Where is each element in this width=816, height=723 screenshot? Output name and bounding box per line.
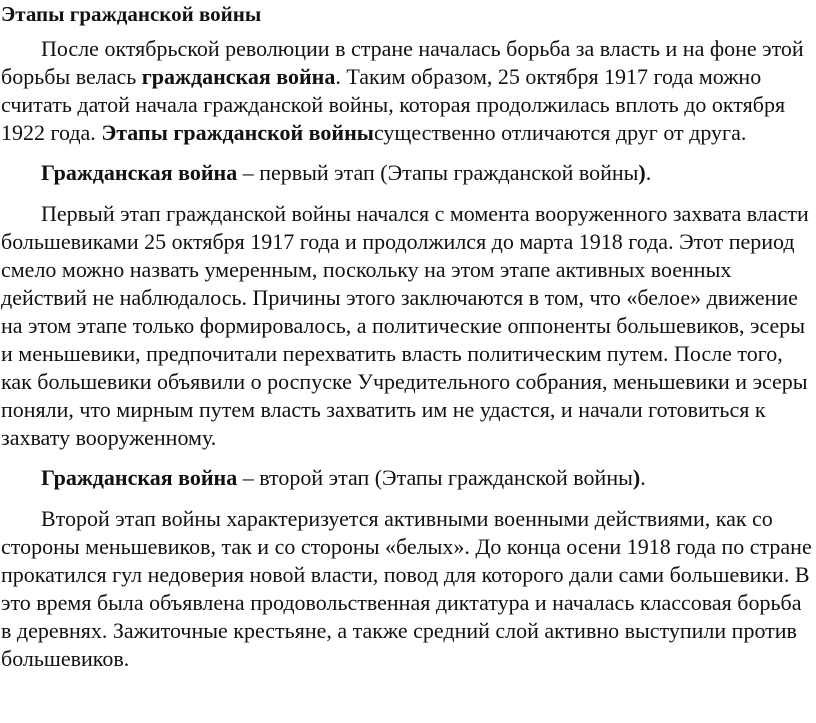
heading-1-dot: . bbox=[645, 160, 652, 185]
second-stage-paragraph: Второй этап войны характеризуется активными военными действиями, как со стороны меньшевиков, так и со стороны «белых». До конца осени 1918 года по стране прокатился гул недоверия новой власти, повод для которого дали сами большевики. В это время была объявлена продовольственная диктатура и началась классовая борьба в деревнях. Зажиточные крестьяне, а также средний слой активно выступили против большевиков. bbox=[1, 506, 812, 671]
heading-2-dot: . bbox=[640, 465, 646, 490]
section-heading-second-stage bbox=[0, 464, 816, 492]
heading-1-bold: Гражданская война bbox=[41, 160, 238, 185]
intro-bold-stages: Этапы гражданской войны bbox=[101, 120, 374, 145]
intro-text-2: . Таким образом, 25 октября 1917 года можно считать датой начала гражданской войны, которая продолжилась вплоть до октября 1922 года. bbox=[1, 64, 786, 145]
intro-paragraph bbox=[0, 35, 816, 147]
first-stage-paragraph: Первый этап гражданской войны начался с момента вооруженного захвата власти большевиками 25 октября 1917 года и продолжился до марта 1918 года. Этот период смело можно назвать умеренным, поскольку на этом этапе активных военных действий не наблюдалось. Причины этого заключаются в том, что «белое» движение на этом этапе только формировалось, а политические оппоненты большевиков, эсеры и меньшевики, предпочитали перехватить власть политическим путем. После того, как большевики объявили о роспуске Учредительного собрания, меньшевики и эсеры поняли, что мирным путем власть захватить им не удастся, и начали готовиться к захвату вооруженному. bbox=[1, 201, 809, 450]
intro-bold-civil-war: гражданская война bbox=[141, 64, 336, 89]
heading-1-paren: ) bbox=[638, 160, 646, 185]
document-title: Этапы гражданской войны bbox=[1, 2, 262, 26]
heading-2-text: – второй этап (Этапы гражданской войны bbox=[237, 465, 633, 490]
section-heading-first-stage bbox=[0, 159, 816, 187]
heading-2-bold: Гражданская война bbox=[41, 465, 238, 490]
intro-text-3: существенно отличаются друг от друга. bbox=[373, 120, 747, 145]
heading-1-text: – первый этап (Этапы гражданской войны bbox=[237, 160, 639, 185]
intro-text-1: После октябрьской революции в стране началась борьба за власть и на фоне этой борьбы велась bbox=[1, 36, 804, 89]
heading-2-paren: ) bbox=[632, 465, 641, 490]
